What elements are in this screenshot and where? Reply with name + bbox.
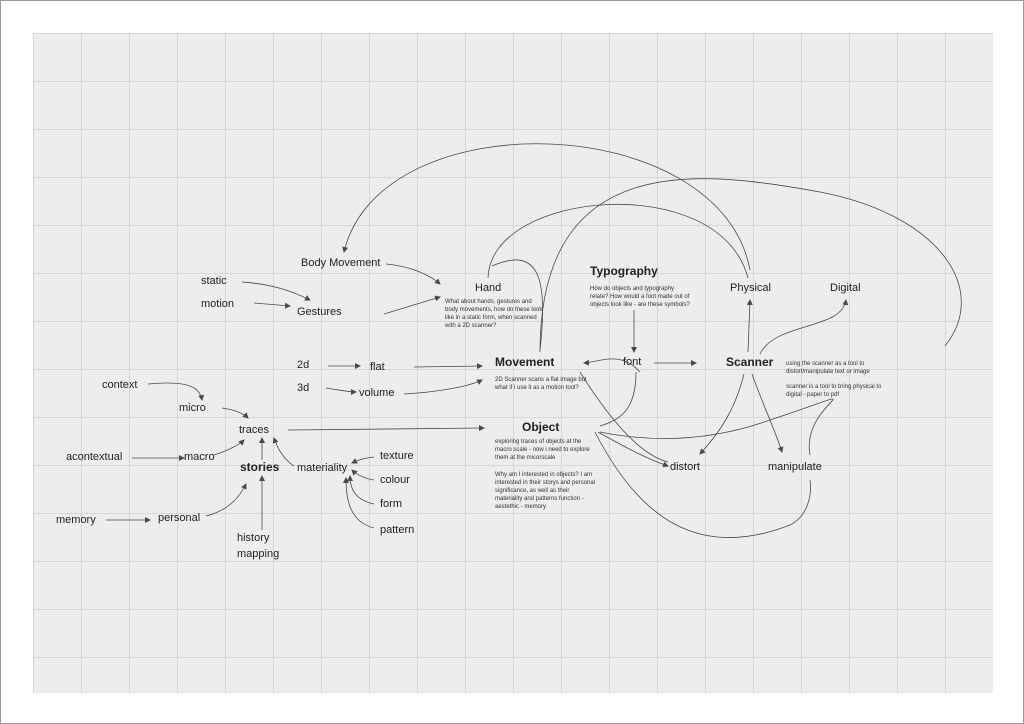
connector-volume-movement [404,380,482,394]
node-typography[interactable]: Typography [590,264,658,278]
connector-personal-stories [206,484,246,516]
node-materiality[interactable]: materiality [297,462,348,474]
connector-static-gestures [242,282,310,300]
node-object[interactable]: Object [522,420,560,434]
note-typography: How do objects and typography relate? How would a font made out of objects look like - are these symbols? [590,286,690,308]
node-mapping[interactable]: mapping [237,548,280,560]
connector-macro-traces [214,440,244,455]
connector-form-materiality [350,476,374,504]
node-flat[interactable]: flat [370,361,385,373]
node-context[interactable]: context [102,379,138,391]
node-font[interactable]: font [623,356,642,368]
connector-traces-object [288,428,484,430]
connector-manipulate-object [600,399,833,455]
node-movement[interactable]: Movement [495,355,555,369]
node-distort[interactable]: distort [670,461,700,473]
connector-micro-traces [222,408,248,418]
node-body-movement[interactable]: Body Movement [301,257,381,269]
connector-physical-bodymovement [344,144,750,270]
connector-3d-volume [326,388,356,392]
node-history[interactable]: history [237,532,270,544]
node-pattern[interactable]: pattern [380,524,415,536]
node-stories[interactable]: stories [240,460,280,474]
node-acontextual[interactable]: acontextual [66,451,123,463]
connector-motion-gestures [254,303,290,306]
connector-scanner-manipulate [752,374,782,452]
connector-bodymovement-hand [386,264,440,284]
node-volume[interactable]: volume [359,387,395,399]
node-colour[interactable]: colour [380,474,410,486]
node-gestures[interactable]: Gestures [297,306,342,318]
node-form[interactable]: form [380,498,402,510]
connector-context-micro [148,383,202,400]
connector-scanner-distort [700,374,744,454]
connector-scanner-physical [748,300,750,352]
node-static[interactable]: static [201,275,227,287]
connector-colour-materiality [352,470,374,480]
connector-scanner-digital [760,300,846,354]
note-object-2: Why am I interested in objects? I am interested in their storys and personal significance, as well as their materiality and patterns function - aestethic - memory [495,472,596,510]
node-manipulate[interactable]: manipulate [768,461,822,473]
node-digital[interactable]: Digital [830,282,861,294]
node-motion[interactable]: motion [201,298,235,310]
connector-flat-movement [414,366,482,367]
node-texture[interactable]: texture [380,450,414,462]
connector-texture-materiality [352,457,374,463]
connector-gestures-hand [384,297,440,314]
connector-font-object [600,372,636,426]
note-movement: 2D Scanner scans a flat image but what if i use it as a motion tool? [495,377,587,391]
note-scanner-2: scanner is a tool to bring physical to digital - paper to pdf [786,384,882,398]
node-micro[interactable]: micro [179,402,206,414]
node-personal[interactable]: personal [158,512,201,524]
node-hand[interactable]: Hand [475,282,502,294]
note-scanner-1: using the scanner as a tool to distort/manipulate text or image [786,361,870,375]
node-3d[interactable]: 3d [297,382,310,394]
node-2d[interactable]: 2d [297,359,310,371]
node-physical[interactable]: Physical [730,282,771,294]
note-hand: What about hands, gestures and body movements, how do these look like in a static form, when scanned with a 2D scanner? [445,299,543,329]
node-memory[interactable]: memory [56,514,96,526]
note-object-1: exploring traces of objects at the macro scale - now i need to explore them at the micorscale [495,439,590,461]
node-macro[interactable]: macro [184,451,215,463]
node-traces[interactable]: traces [239,424,269,436]
node-scanner[interactable]: Scanner [726,355,774,369]
